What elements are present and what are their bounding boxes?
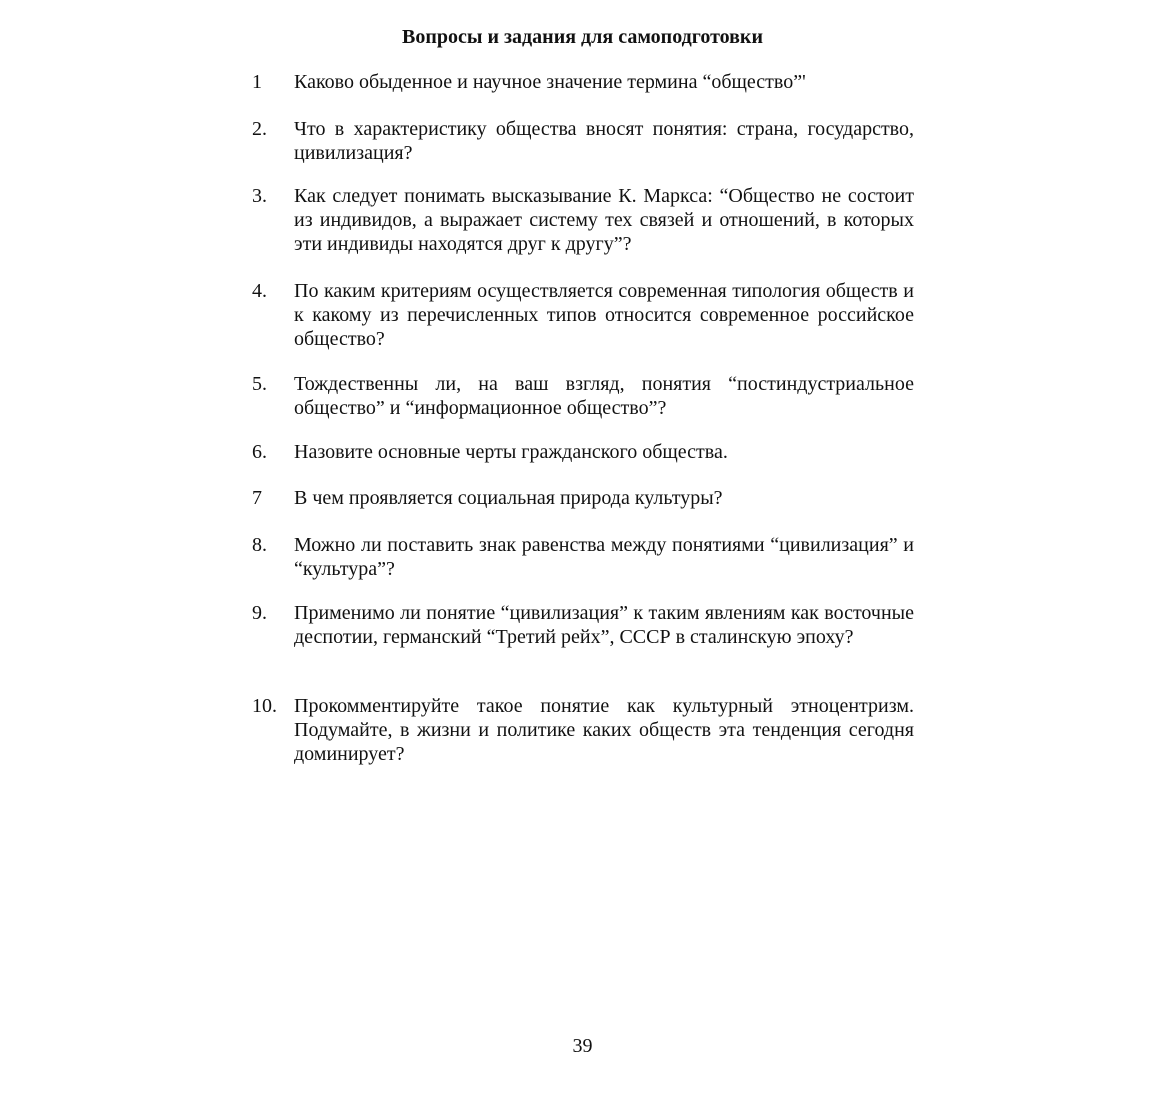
question-text: По каким критериям осуществляется современная типология обществ и к какому из перечисленных типов относится современное российское общество?	[294, 280, 914, 350]
question-text: Каково обыденное и научное значение термина “общество”'	[294, 71, 806, 93]
question-number: 2.	[252, 118, 267, 140]
question-item	[252, 440, 914, 464]
question-text: Можно ли поставить знак равенства между понятиями “цивилизация” и “культура”?	[294, 534, 914, 580]
question-number: 4.	[252, 280, 267, 302]
question-number: 5.	[252, 373, 267, 395]
question-text: Как следует понимать высказывание К. Маркса: “Общество не состоит из индивидов, а выражает систему тех связей и отношений, в которых эти индивиды находятся друг к другу”?	[294, 185, 914, 255]
question-item	[252, 533, 914, 581]
page-number: 39	[572, 1035, 593, 1057]
question-item	[252, 70, 914, 94]
question-text: Назовите основные черты гражданского общества.	[294, 441, 728, 463]
question-item	[252, 184, 914, 256]
question-text: В чем проявляется социальная природа культуры?	[294, 487, 723, 509]
question-item	[252, 279, 914, 351]
question-number: 10.	[252, 695, 277, 717]
question-item	[252, 694, 914, 766]
question-text: Что в характеристику общества вносят понятия: страна, государство, цивилизация?	[294, 118, 914, 164]
question-number: 9.	[252, 602, 267, 624]
question-item	[252, 601, 914, 649]
question-number: 1	[252, 71, 262, 93]
question-text: Тождественны ли, на ваш взгляд, понятия “постиндустриальное общество” и “информационное общество”?	[294, 373, 914, 419]
question-number: 7	[252, 487, 262, 509]
question-item	[252, 486, 914, 510]
question-number: 3.	[252, 185, 267, 207]
question-item	[252, 372, 914, 420]
question-item	[252, 117, 914, 165]
question-text: Применимо ли понятие “цивилизация” к таким явлениям как восточные деспотии, германский “Третий рейх”, СССР в сталинскую эпоху?	[294, 602, 914, 648]
page-title: Вопросы и задания для самоподготовки	[402, 26, 763, 48]
question-text: Прокомментируйте такое понятие как культурный этноцентризм. Подумайте, в жизни и политике каких обществ эта тенденция сегодня доминирует?	[294, 695, 914, 765]
question-number: 8.	[252, 534, 267, 556]
question-number: 6.	[252, 441, 267, 463]
